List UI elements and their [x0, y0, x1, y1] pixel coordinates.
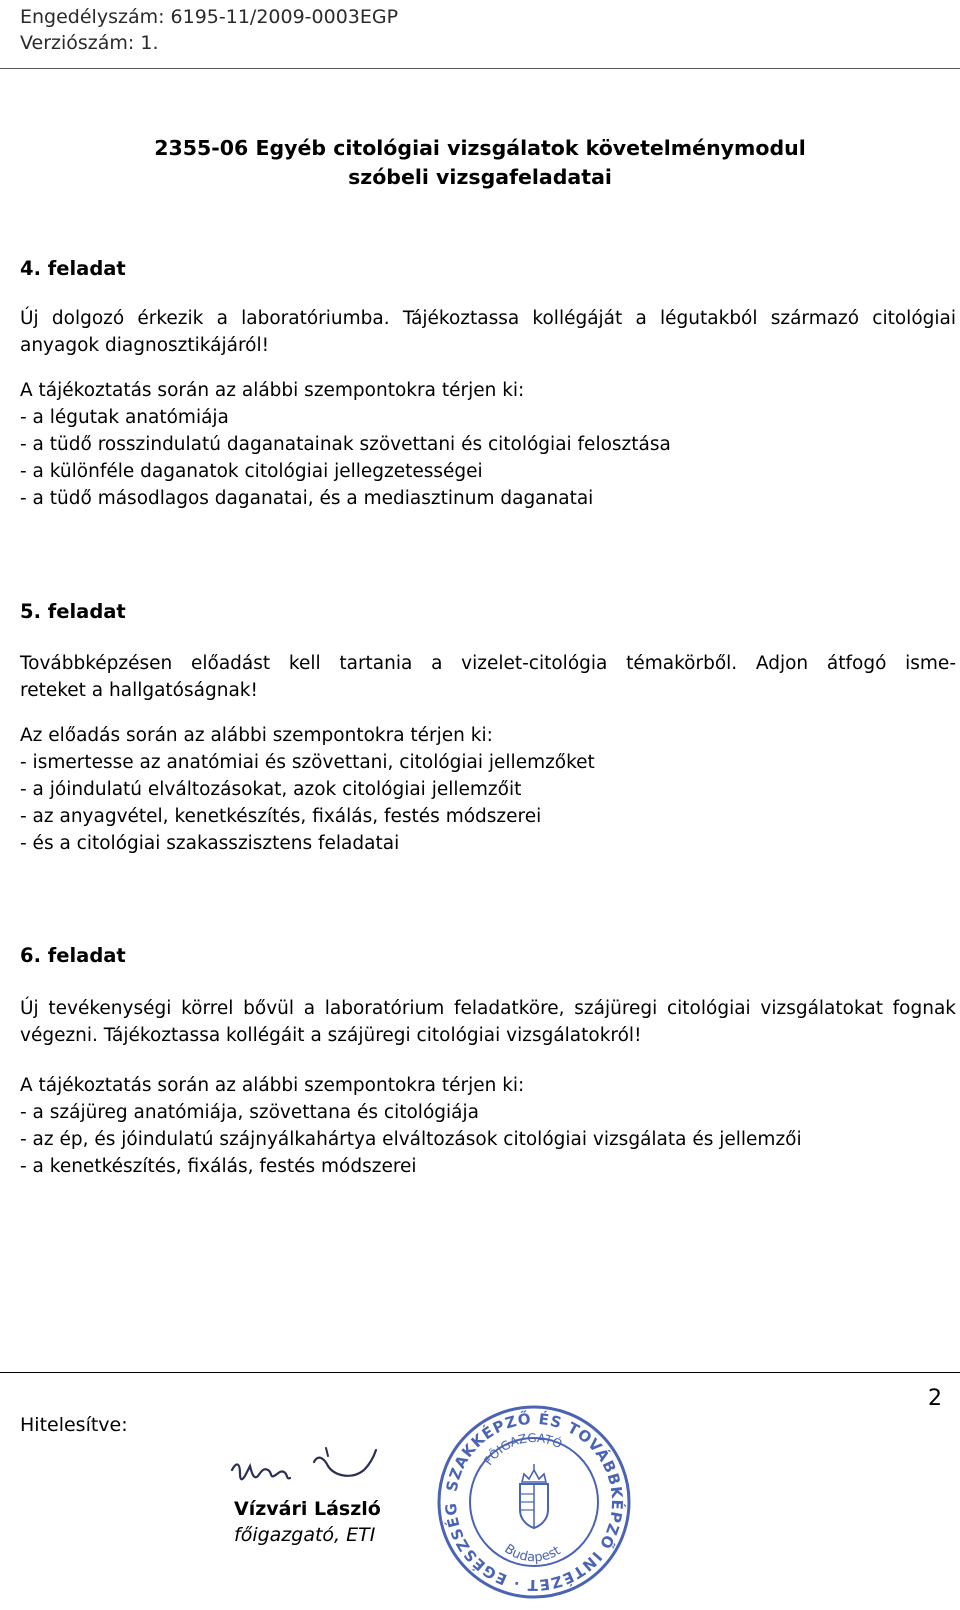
list-item: - a jóindulatú elváltozásokat, azok citológiai jellemzőit	[20, 779, 522, 800]
task-6-intro: A tájékoztatás során az alábbi szempontokra térjen ki:	[20, 1075, 525, 1096]
list-item: - a különféle daganatok citológiai jellegzetességei	[20, 461, 483, 482]
task-5-description-line-2: reteket a hallgatóságnak!	[20, 680, 258, 701]
signer-role: főigazgató, ETI	[234, 1524, 376, 1546]
task-4-intro: A tájékoztatás során az alábbi szempontokra térjen ki:	[20, 380, 525, 401]
license-number: Engedélyszám: 6195-11/2009-0003EGP	[20, 6, 399, 28]
handwritten-signature	[228, 1440, 388, 1505]
task-5-intro: Az előadás során az alábbi szempontokra térjen ki:	[20, 725, 493, 746]
certified-label: Hitelesítve:	[20, 1414, 128, 1436]
signer-name: Vízvári László	[234, 1498, 381, 1520]
task-4-description: Új dolgozó érkezik a laboratóriumba. Tájékoztassa kollégáját a légutakból származó citológiai anyagok diagnosztikájáról!	[20, 308, 956, 356]
official-stamp	[434, 1402, 634, 1607]
stamp-inner-text: FŐIGAZGATÓ	[481, 1430, 565, 1468]
list-item: - ismertesse az anatómiai és szövettani, citológiai jellemzőket	[20, 752, 595, 773]
task-4-heading: 4. feladat	[20, 257, 126, 280]
task-5-description-line-1: Továbbképzésen előadást kell tartania a vizelet-citológia témakörből. Adjon átfogó isme-	[20, 653, 956, 674]
list-item: - az ép, és jóindulatú szájnyálkahártya elváltozások citológiai vizsgálata és jellemzői	[20, 1129, 802, 1150]
coat-of-arms-icon	[520, 1464, 548, 1528]
task-5-heading: 5. feladat	[20, 600, 126, 623]
list-item: - és a citológiai szakasszisztens feladatai	[20, 833, 400, 854]
list-item: - a légutak anatómiája	[20, 407, 229, 428]
title-line-1: 2355-06 Egyéb citológiai vizsgálatok követelménymodul	[154, 136, 806, 160]
task-4	[20, 255, 956, 512]
list-item: - a tüdő rosszindulatú daganatainak szövettani és citológiai felosztása	[20, 434, 671, 455]
list-item: - a szájüreg anatómiája, szövettana és citológiája	[20, 1102, 479, 1123]
task-5	[20, 598, 956, 857]
task-6-heading: 6. feladat	[20, 944, 126, 967]
list-item: - a tüdő másodlagos daganatai, és a mediasztinum daganatai	[20, 488, 594, 509]
stamp-outer-text: SZAKKÉPZŐ ÉS TOVÁBBKÉPZŐ INTÉZET · EGÉSZSÉG	[441, 1409, 627, 1595]
task-5-point-list	[20, 749, 956, 857]
document-title	[0, 134, 960, 192]
page-number: 2	[928, 1386, 942, 1411]
task-6-point-list	[20, 1099, 956, 1180]
list-item: - a kenetkészítés, fixálás, festés módszerei	[20, 1156, 417, 1177]
document-header	[20, 4, 398, 56]
task-6-description: Új tevékenységi körrel bővül a laboratórium feladatköre, szájüregi citológiai vizsgálatokat fognak végezni. Tájékoztassa kollégáit a szájüregi citológiai vizsgálatokról!	[20, 998, 956, 1046]
header-divider	[0, 68, 960, 69]
list-item: - az anyagvétel, kenetkészítés, fixálás, festés módszerei	[20, 806, 542, 827]
title-line-2: szóbeli vizsgafeladatai	[348, 165, 612, 189]
task-5-description	[20, 650, 956, 704]
version-number: Verziószám: 1.	[20, 32, 159, 54]
footer-divider	[0, 1372, 960, 1373]
task-4-point-list	[20, 404, 956, 512]
stamp-city-text: Budapest	[501, 1541, 564, 1566]
task-6	[20, 942, 956, 1180]
